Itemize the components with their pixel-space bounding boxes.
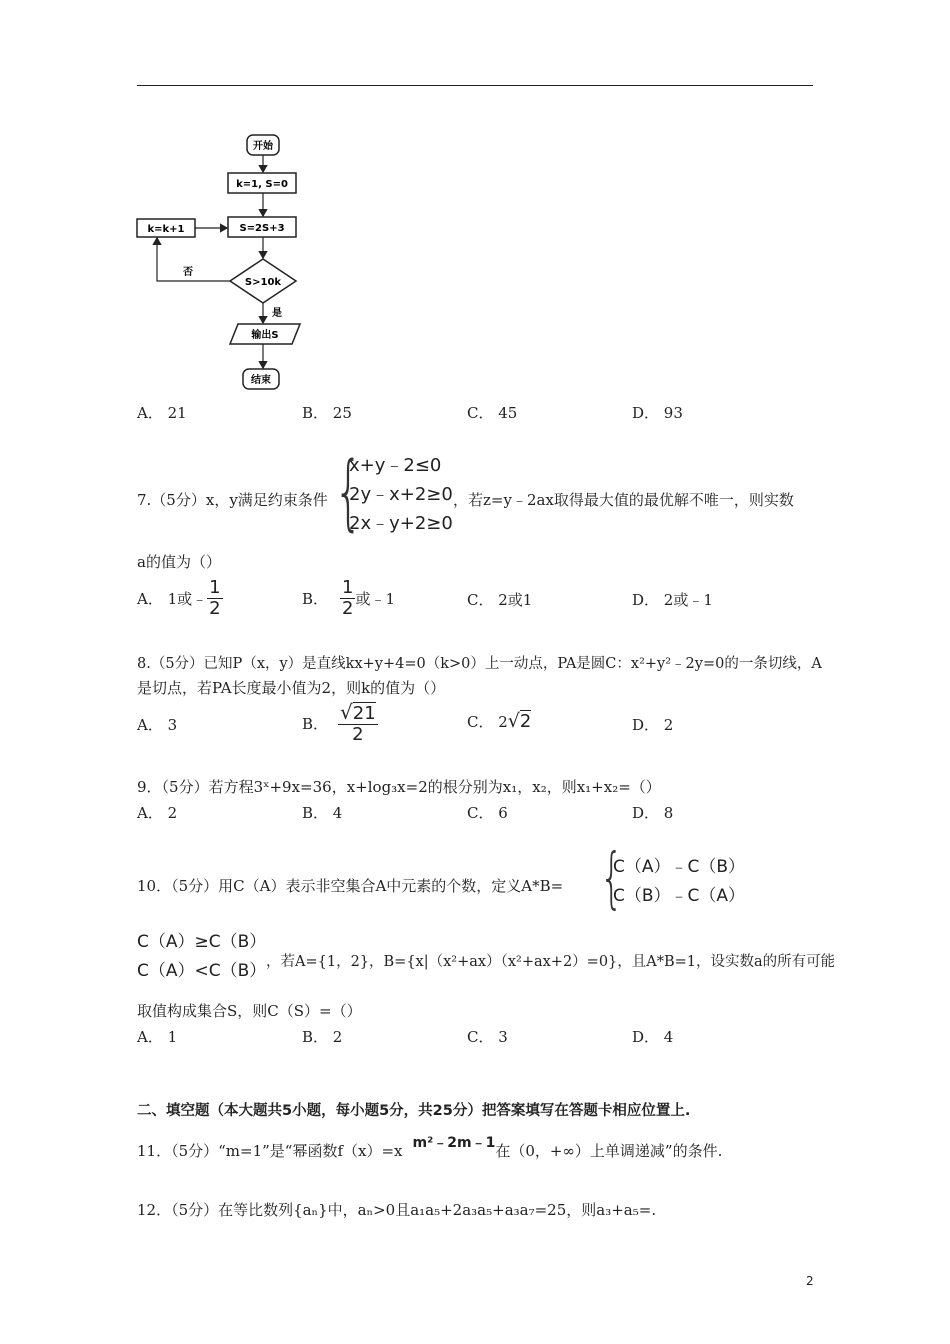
q7-constraints: [349, 451, 453, 538]
q9-option-d: D． 8: [632, 804, 674, 822]
flow-increment-label: k=k+1: [147, 224, 185, 235]
q10-stem-line3: 取值构成集合S，则C（S）=（）: [137, 1002, 362, 1020]
q9-option-b: B． 4: [302, 804, 343, 822]
q10-cases-values: [613, 853, 745, 911]
q7-constraint-2: 2y﹣x+2≥0: [349, 484, 453, 505]
q7-constraint-3: 2x﹣y+2≥0: [349, 513, 453, 534]
q6-option-b: B． 25: [302, 404, 352, 422]
q10-case-value-1: C（A）﹣C（B）: [613, 857, 746, 877]
q7-brace: {: [334, 445, 363, 540]
q6-option-a: A． 21: [137, 404, 187, 422]
q10-option-c: C． 3: [467, 1028, 508, 1046]
flow-end-label: 结束: [251, 375, 271, 386]
q8-option-c: C． 2√2: [467, 710, 532, 732]
section2-heading: 二、填空题（本大题共5小题，每小题5分，共25分）把答案填写在答题卡相应位置上.: [137, 1103, 691, 1119]
q7-option-a: A． 1或﹣ $\frac{1}{2}$: [137, 577, 221, 619]
q7-option-b: B． $\frac{1}{2}$ 或﹣1: [302, 577, 396, 619]
q10-case-condition-2: C（A）<C（B）: [137, 961, 267, 981]
header-rule: [137, 85, 813, 86]
q6-option-d: D． 93: [632, 404, 683, 422]
q8-option-b: B． $\frac{√21}{2}$: [302, 700, 376, 745]
q12-stem: 12．（5分）在等比数列{aₙ}中，aₙ>0且a₁a₅+2a₃a₅+a₃a₇=25，则a₃+a₅=.: [137, 1201, 657, 1219]
q8-line1: 8.（5分）已知P（x，y）是直线kx+y+4=0（k>0）上一动点，PA是圆C：x²+y²﹣2y=0的一条切线，A: [137, 656, 822, 672]
q7-option-c: C． 2或1: [467, 591, 533, 609]
q8-line2: 是切点，若PA长度最小值为2，则k的值为（）: [137, 679, 446, 697]
q7-option-d: D． 2或﹣1: [632, 591, 713, 609]
q10-stem-middle: ，若A={1，2}，B={x|（x²+ax）（x²+ax+2）=0}，且A*B=1，设实数a的所有可能: [266, 954, 836, 970]
flow-output-label: 输出S: [251, 330, 279, 341]
flow-start-label: 开始: [253, 141, 273, 152]
q11-stem: [137, 1135, 723, 1161]
q9-stem: 9．（5分）若方程3ˣ+9x=36，x+log₃x=2的根分别为x₁，x₂，则x₁+x₂=（）: [137, 778, 661, 796]
q10-brace: {: [600, 839, 624, 916]
q10-case-value-2: C（B）﹣C（A）: [613, 886, 746, 906]
flow-no-label: 否: [183, 267, 193, 278]
q6-option-c: C． 45: [467, 404, 518, 422]
flowchart: [130, 128, 310, 398]
q7-stem-line2: a的值为（）: [137, 553, 221, 571]
page-number: 2: [806, 1274, 814, 1288]
q10-stem-prefix: 10．（5分）用C（A）表示非空集合A中元素的个数，定义A*B=: [137, 877, 564, 895]
q8-option-d: D． 2: [632, 716, 674, 734]
flow-yes-label: 是: [272, 308, 282, 319]
q11-exponent: m²﹣2m﹣1: [412, 1135, 496, 1151]
flow-init-label: k=1, S=0: [236, 179, 288, 190]
q10-option-d: D． 4: [632, 1028, 674, 1046]
q8-option-a: A． 3: [137, 716, 178, 734]
q10-option-a: A． 1: [137, 1028, 178, 1046]
q7-constraint-1: x+y﹣2≤0: [349, 455, 442, 476]
q10-case-condition-1: C（A）≥C（B）: [137, 932, 267, 952]
q10-cases-conditions: [137, 928, 266, 986]
q7-stem-prefix: 7.（5分）x，y满足约束条件: [137, 491, 328, 509]
q11-stem-prefix: 11．（5分）“m=1”是“幂函数f（x）=x: [137, 1142, 403, 1160]
q10-option-b: B． 2: [302, 1028, 343, 1046]
q11-stem-suffix: 在（0，+∞）上单调递减”的条件.: [495, 1142, 723, 1160]
q7-stem-suffix: ，若z=y﹣2ax取得最大值的最优解不唯一，则实数: [453, 491, 794, 509]
flow-process-label: S=2S+3: [239, 223, 285, 234]
q9-option-a: A． 2: [137, 804, 178, 822]
flow-decision-label: S>10k: [244, 277, 282, 288]
q9-option-c: C． 6: [467, 804, 508, 822]
